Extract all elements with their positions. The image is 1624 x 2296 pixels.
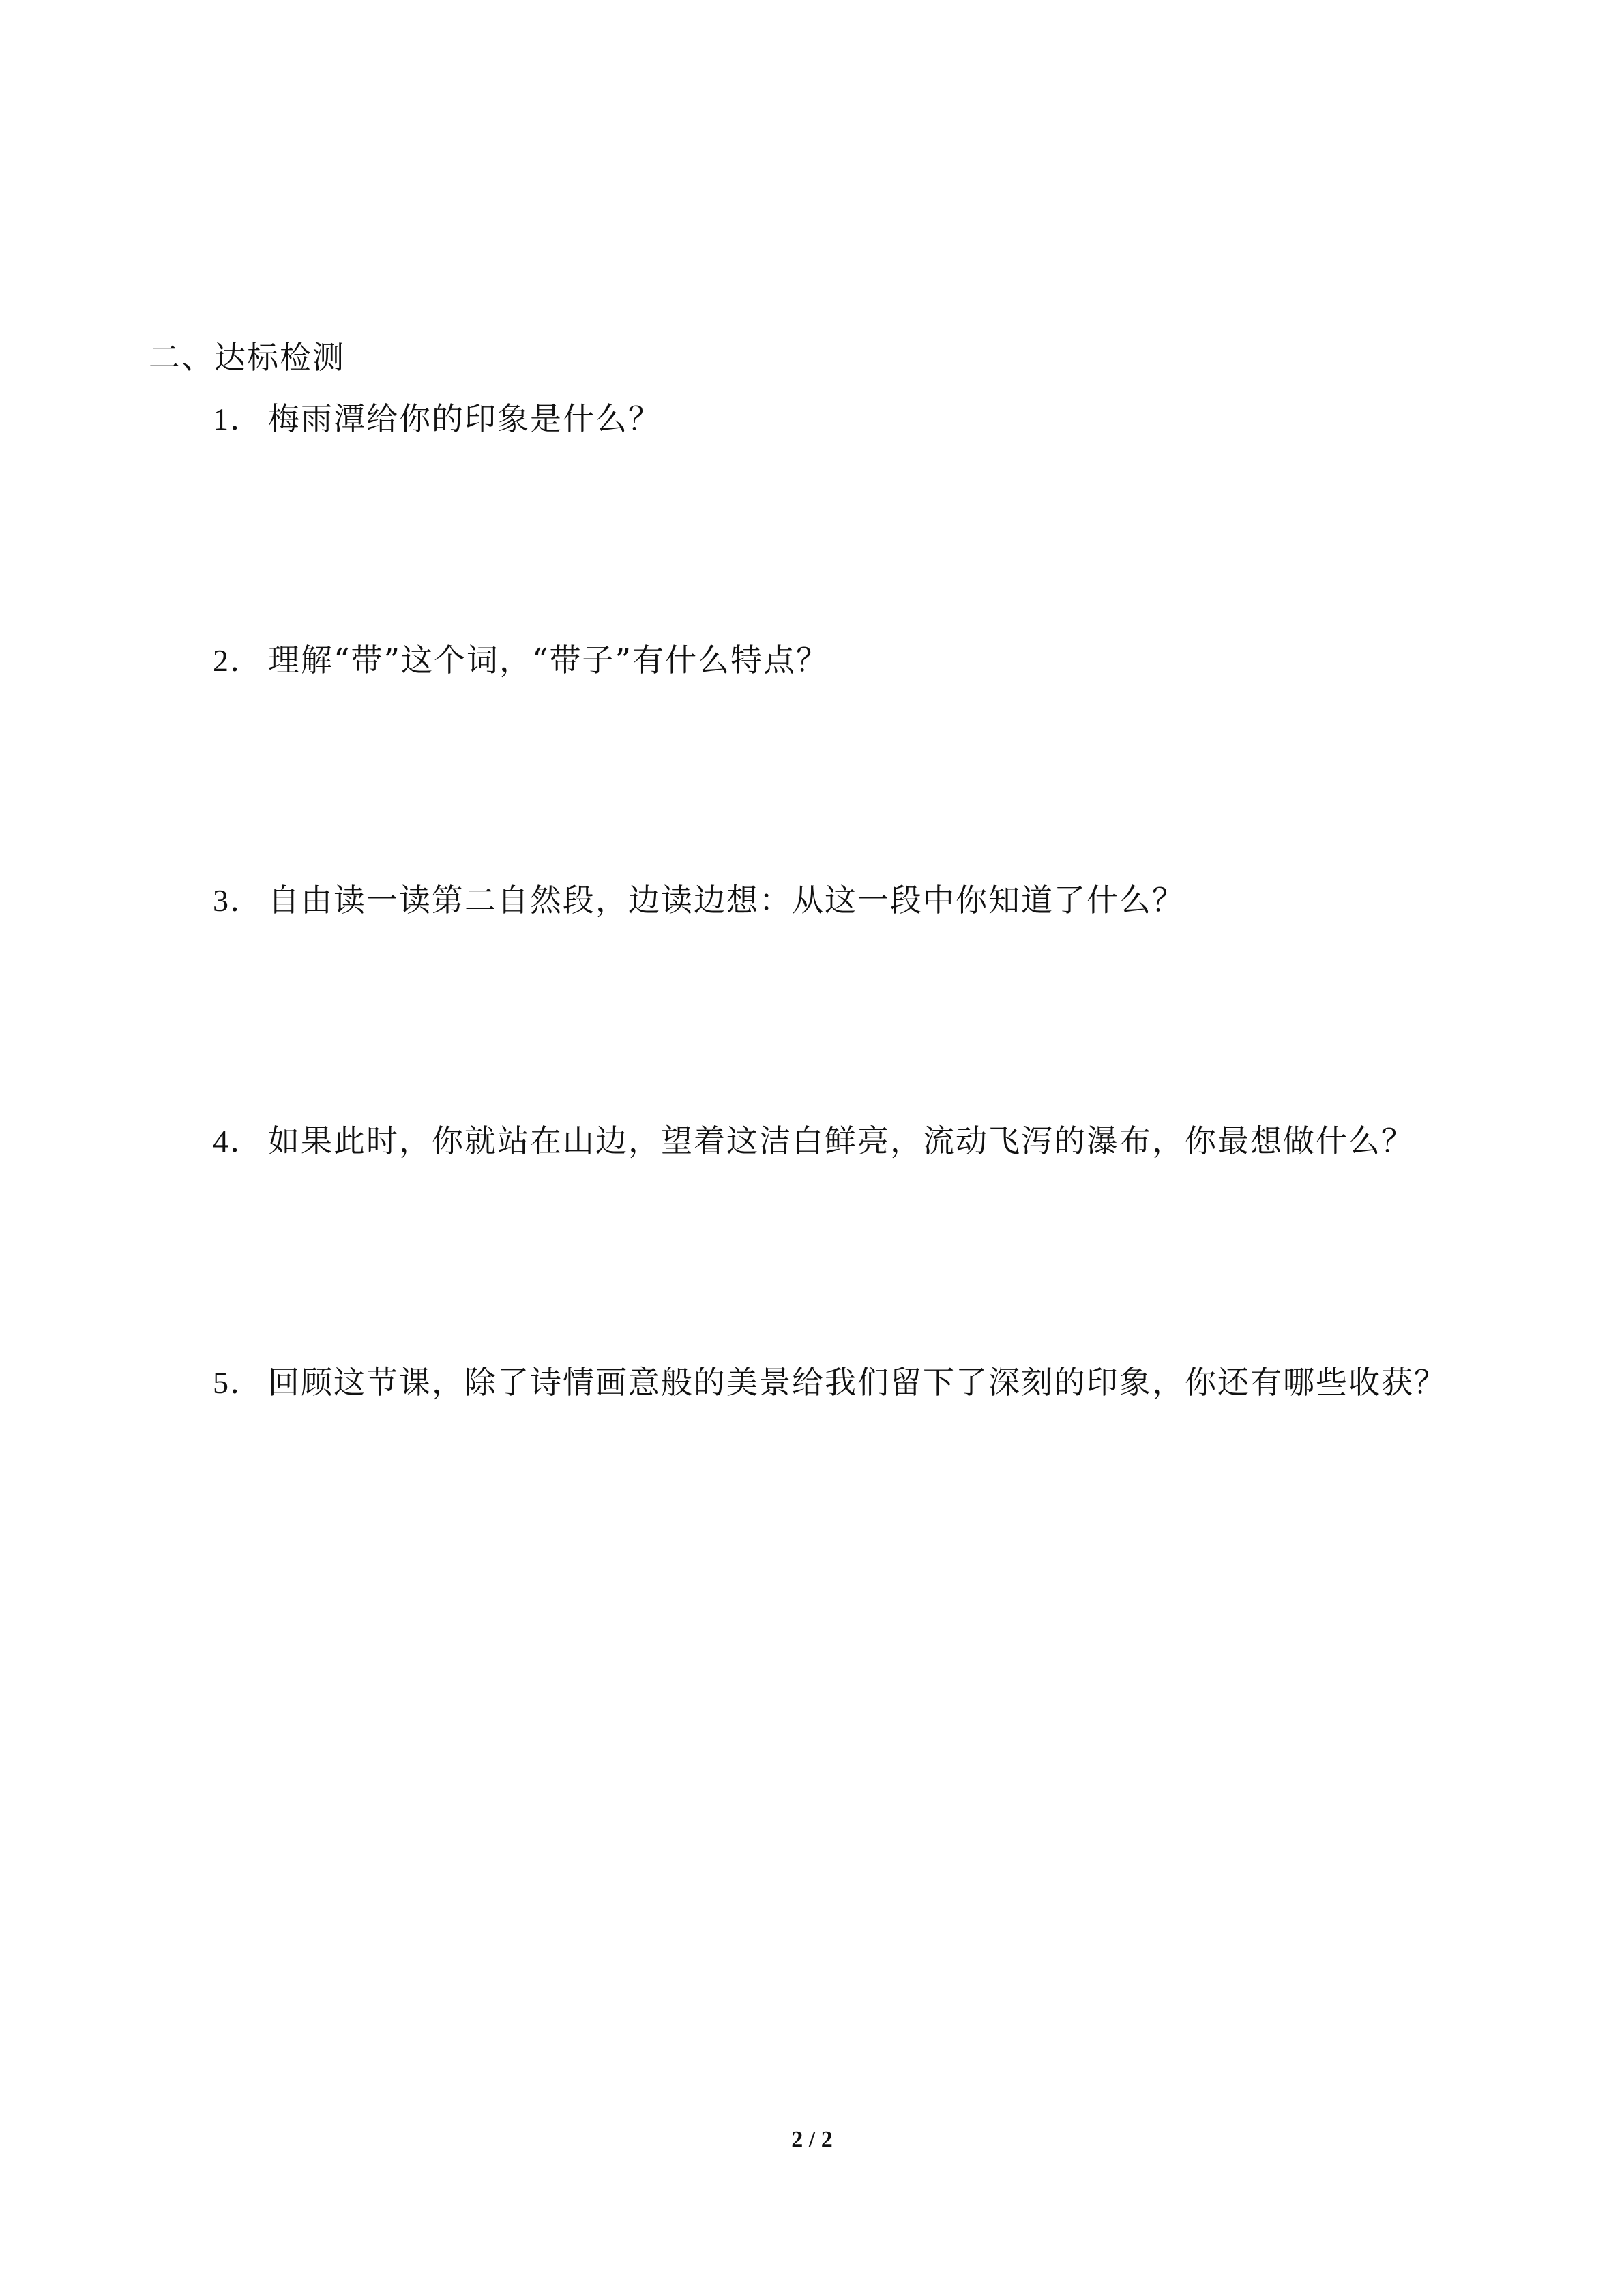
- question-number: 1．: [213, 402, 263, 436]
- question-number: 5．: [213, 1365, 263, 1400]
- question-number: 2．: [213, 643, 263, 678]
- question-text: 梅雨潭给你的印象是什么？: [268, 400, 661, 437]
- question-4: [213, 1120, 1414, 1162]
- question-5: [213, 1362, 1447, 1403]
- section-heading: 二、达标检测: [149, 339, 345, 376]
- page-number: 2 / 2: [791, 2127, 833, 2152]
- question-3: [213, 880, 1185, 921]
- question-text: 如果此时，你就站在山边，望着这洁白鲜亮，流动飞泻的瀑布，你最想做什么？: [268, 1122, 1414, 1159]
- question-text: 回顾这节课，除了诗情画意般的美景给我们留下了深刻的印象，你还有哪些收获？: [268, 1364, 1447, 1401]
- question-text: 理解“带”这个词，“带子”有什么特点？: [268, 642, 829, 679]
- question-1: [213, 398, 661, 440]
- question-number: 3．: [213, 883, 263, 918]
- question-number: 4．: [213, 1124, 263, 1159]
- question-2: [213, 640, 829, 681]
- question-text: 自由读一读第二自然段，边读边想：从这一段中你知道了什么？: [268, 882, 1185, 919]
